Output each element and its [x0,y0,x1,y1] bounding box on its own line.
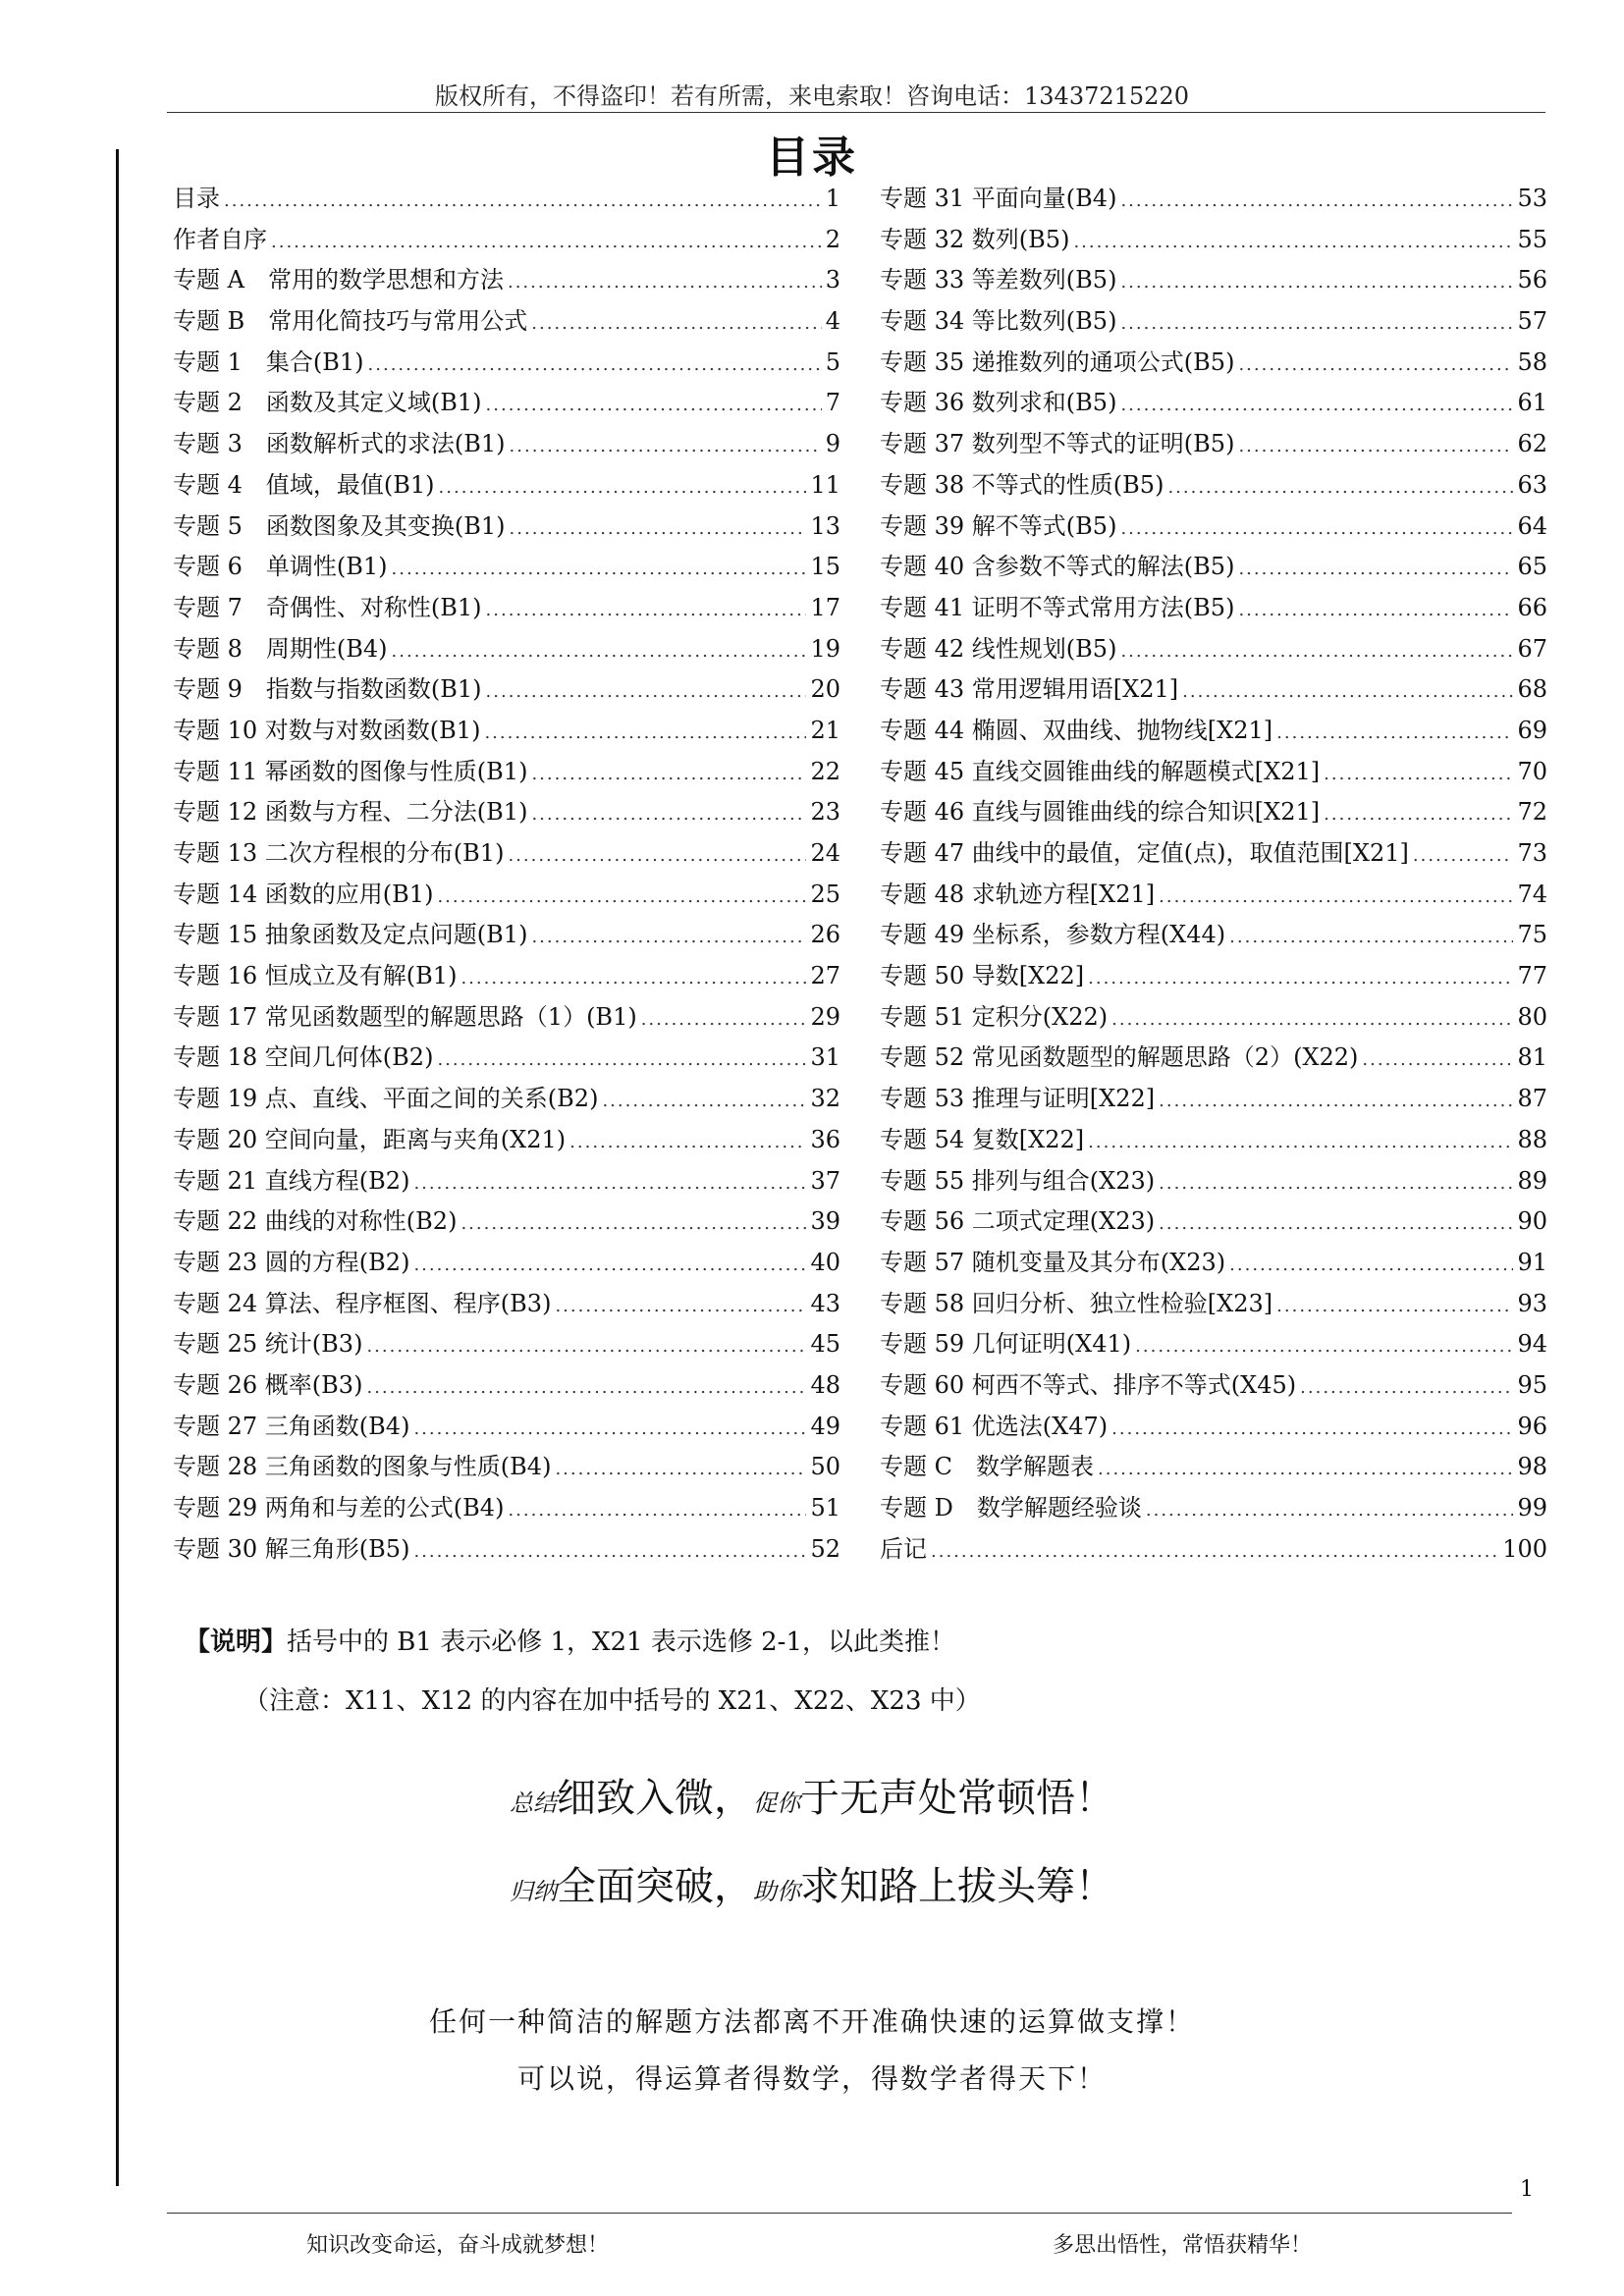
toc-entry-page: 26 [810,921,840,949]
toc-entry-label: 专题 1 集合(B1) [173,347,364,376]
toc-entry-label: 专题 39 解不等式(B5) [880,511,1117,540]
page-title: 目录 [766,133,858,183]
toc-leader-dots [437,1049,806,1070]
toc-entry-page: 1 [825,185,840,212]
toc-entry[interactable] [880,424,1547,465]
toc-entry[interactable] [880,915,1547,956]
toc-leader-dots [1413,845,1514,866]
toc-entry-label: 专题 26 概率(B3) [173,1370,363,1399]
toc-entry-label: 专题 33 等差数列(B5) [880,266,1117,294]
toc-entry-label: 专题 10 对数与对数函数(B1) [173,716,481,744]
toc-entry-page: 5 [825,347,840,376]
toc-leader-dots [931,1541,1498,1562]
toc-entry[interactable] [173,833,840,875]
toc-entry[interactable] [173,629,840,670]
toc-entry-label: 专题 50 导数[X22] [880,962,1085,990]
toc-leader-dots [1120,272,1513,293]
toc-leader-dots [1120,313,1513,334]
toc-leader-dots [510,518,807,539]
toc-entry-page: 48 [810,1370,840,1399]
toc-leader-dots [366,1377,806,1398]
toc-entry-label: 专题 32 数列(B5) [880,225,1070,253]
toc-leader-dots [569,1132,806,1152]
toc-entry-label: 专题 13 二次方程根的分布(B1) [173,839,505,867]
toc-entry[interactable] [880,669,1547,711]
toc-entry-label: 专题 48 求轨迹方程[X21] [880,880,1156,908]
toc-leader-dots [1135,1336,1513,1357]
toc-entry[interactable] [880,1284,1547,1325]
toc-entry-label: 专题 A 常用的数学思想和方法 [173,266,504,294]
toc-leader-dots [1238,559,1513,579]
toc-entry-label: 专题 54 复数[X22] [880,1125,1085,1153]
toc-entry[interactable] [880,383,1547,424]
toc-entry-page: 7 [825,389,840,417]
toc-entry-page: 37 [810,1166,840,1195]
toc-leader-dots [1362,1049,1513,1070]
toc-entry[interactable] [880,343,1547,384]
toc-leader-dots [1111,1009,1513,1030]
toc-entry-page: 87 [1517,1085,1547,1113]
toc-leader-dots [460,968,806,988]
toc-entry[interactable] [173,1079,840,1120]
toc-entry-page: 68 [1517,675,1547,704]
toc-leader-dots [1276,722,1513,743]
toc-entry-label: 专题 31 平面向量(B4) [880,185,1117,212]
toc-entry-page: 3 [825,266,840,294]
toc-leader-dots [1276,1296,1513,1316]
toc-leader-dots [1159,1091,1513,1111]
toc-leader-dots [1238,600,1513,620]
toc-entry[interactable] [880,301,1547,343]
toc-entry-label: 专题 24 算法、程序框图、程序(B3) [173,1289,552,1317]
toc-leader-dots [1167,477,1513,498]
toc-entry-page: 62 [1517,430,1547,458]
toc-entry[interactable] [173,1407,840,1448]
toc-leader-dots [1300,1377,1513,1398]
toc-leader-dots [1159,1213,1513,1234]
toc-leader-dots [1120,395,1513,415]
toc-leader-dots [1088,968,1513,988]
toc-entry[interactable] [880,1038,1547,1079]
toc-leader-dots [1229,927,1513,947]
toc-entry-label: 专题 38 不等式的性质(B5) [880,470,1164,499]
toc-entry[interactable] [173,669,840,711]
header-notice: 版权所有，不得盗印！若有所需，来电索取！咨询电话：13437215220 [435,82,1189,110]
footer-right-slogan: 多思出悟性，常悟获精华！ [1053,2233,1313,2258]
toc-entry-label: 专题 5 函数图象及其变换(B1) [173,511,506,540]
toc-leader-dots [508,272,822,293]
toc-leader-dots [510,436,822,456]
toc-entry-page: 32 [810,1085,840,1113]
toc-entry-label: 专题 14 函数的应用(B1) [173,880,434,908]
toc-entry-page: 40 [810,1248,840,1276]
toc-right-column [880,179,1547,1570]
toc-left-column [173,179,840,1570]
toc-leader-dots [555,1296,806,1316]
toc-entry-page: 50 [810,1453,840,1481]
toc-entry-label: 专题 57 随机变量及其分布(X23) [880,1248,1226,1276]
toc-entry[interactable] [880,1201,1547,1243]
toc-leader-dots [1146,1500,1514,1521]
toc-entry-label: 专题 D 数学解题经验谈 [880,1494,1142,1522]
toc-entry-page: 11 [810,470,840,499]
toc-entry-label: 专题 44 椭圆、双曲线、抛物线[X21] [880,716,1273,744]
toc-entry-page: 100 [1502,1534,1547,1563]
toc-entry-label: 专题 37 数列型不等式的证明(B5) [880,430,1235,458]
toc-leader-dots [531,927,806,947]
toc-entry[interactable] [173,915,840,956]
toc-entry[interactable] [880,1529,1547,1571]
toc-leader-dots [486,600,807,620]
toc-leader-dots [439,477,807,498]
toc-leader-dots [392,559,807,579]
slogan-summary [0,1767,1624,1823]
toc-entry-page: 17 [810,593,840,621]
toc-entry-label: 专题 36 数列求和(B5) [880,389,1117,417]
toc-entry-page: 31 [810,1043,840,1072]
toc-entry-page: 36 [810,1125,840,1153]
toc-entry[interactable] [173,179,840,220]
toc-entry[interactable] [173,752,840,793]
toc-entry[interactable] [173,465,840,507]
toc-entry-label: 专题 17 常见函数题型的解题思路（1）(B1) [173,1002,637,1031]
toc-leader-dots [1182,681,1513,702]
toc-entry[interactable] [880,465,1547,507]
toc-entry-label: 专题 21 直线方程(B2) [173,1166,410,1195]
toc-entry-label: 专题 12 函数与方程、二分法(B1) [173,798,528,827]
toc-leader-dots [641,1009,807,1030]
toc-leader-dots [437,886,806,907]
toc-entry[interactable] [880,260,1547,301]
toc-entry[interactable] [173,1161,840,1202]
toc-entry[interactable] [880,1120,1547,1161]
note-bracket-label: 【说明】 [185,1628,288,1657]
slogan-induction-small-1: 归纳 [510,1878,557,1905]
toc-entry[interactable] [880,956,1547,997]
toc-entry-page: 67 [1517,634,1547,663]
toc-entry-label: 专题 35 递推数列的通项公式(B5) [880,347,1235,376]
toc-entry[interactable] [880,1488,1547,1529]
toc-entry-label: 专题 47 曲线中的最值，定值(点)，取值范围[X21] [880,839,1409,867]
toc-entry[interactable] [173,1120,840,1161]
toc-leader-dots [555,1459,806,1479]
toc-leader-dots [1120,518,1513,539]
toc-entry[interactable] [173,1324,840,1365]
toc-entry[interactable] [173,792,840,833]
toc-leader-dots [508,845,806,866]
toc-leader-dots [224,190,822,211]
toc-entry[interactable] [880,752,1547,793]
toc-entry-page: 75 [1517,921,1547,949]
toc-entry-label: 专题 18 空间几何体(B2) [173,1043,434,1072]
header-rule [167,112,1545,113]
toc-leader-dots [392,641,807,662]
toc-entry-page: 72 [1517,798,1547,827]
toc-entry[interactable] [173,588,840,629]
toc-leader-dots [602,1091,806,1111]
toc-entry-label: 专题 40 含参数不等式的解法(B5) [880,553,1235,581]
toc-entry-label: 专题 3 函数解析式的求法(B1) [173,430,506,458]
toc-entry[interactable] [173,875,840,916]
toc-entry[interactable] [173,956,840,997]
toc-entry-label: 专题 45 直线交圆锥曲线的解题模式[X21] [880,757,1321,785]
slogan-summary-small-2: 促你 [753,1789,800,1817]
toc-entry[interactable] [880,220,1547,261]
motto-line-2: 可以说，得运算者得数学，得数学者得天下！ [516,2062,1107,2095]
toc-entry[interactable] [880,1079,1547,1120]
slogan-induction [0,1855,1624,1911]
toc-entry-page: 45 [810,1330,840,1359]
toc-entry-page: 51 [810,1494,840,1522]
toc-entry-page: 49 [810,1412,840,1440]
note-remark: （注意：X11、X12 的内容在加中括号的 X21、X22、X23 中） [244,1686,981,1716]
toc-entry-page: 23 [810,798,840,827]
toc-leader-dots [413,1418,806,1439]
toc-leader-dots [1088,1132,1513,1152]
toc-entry[interactable] [173,1447,840,1488]
toc-entry-label: 目录 [173,185,220,212]
toc-entry-label: 专题 7 奇偶性、对称性(B1) [173,593,482,621]
toc-entry-label: 专题 59 几何证明(X41) [880,1330,1132,1359]
toc-entry-label: 专题 28 三角函数的图象与性质(B4) [173,1453,552,1481]
toc-entry-page: 29 [810,1002,840,1031]
toc-leader-dots [368,354,822,375]
toc-entry[interactable] [880,1324,1547,1365]
toc-entry-label: 专题 19 点、直线、平面之间的关系(B2) [173,1085,599,1113]
toc-leader-dots [1120,641,1513,662]
toc-entry[interactable] [880,1243,1547,1284]
toc-entry-label: 专题 15 抽象函数及定点问题(B1) [173,921,528,949]
toc-entry-page: 80 [1517,1002,1547,1031]
toc-entry[interactable] [173,301,840,343]
toc-entry-label: 专题 23 圆的方程(B2) [173,1248,410,1276]
toc-entry-label: 专题 20 空间向量，距离与夹角(X21) [173,1125,567,1153]
toc-leader-dots [413,1541,806,1562]
toc-entry-page: 64 [1517,511,1547,540]
toc-entry-page: 20 [810,675,840,704]
footer-rule [167,2213,1512,2214]
toc-entry-page: 58 [1517,347,1547,376]
toc-entry[interactable] [880,179,1547,220]
toc-entry-page: 2 [825,225,840,253]
toc-entry[interactable] [880,833,1547,875]
toc-entry[interactable] [880,547,1547,588]
toc-entry-label: 专题 58 回归分析、独立性检验[X23] [880,1289,1273,1317]
footer-left-slogan: 知识改变命运，奋斗成就梦想！ [306,2233,610,2258]
toc-entry-page: 13 [810,511,840,540]
toc-entry-page: 15 [810,553,840,581]
slogan-induction-big-2: 求知路上拔头筹！ [800,1864,1114,1909]
toc-leader-dots [1098,1459,1513,1479]
toc-entry-label: 专题 29 两角和与差的公式(B4) [173,1494,505,1522]
toc-leader-dots [1324,764,1513,784]
toc-leader-dots [413,1255,806,1275]
toc-entry-label: 专题 16 恒成立及有解(B1) [173,962,458,990]
toc-entry-page: 81 [1517,1043,1547,1072]
toc-entry-page: 66 [1517,593,1547,621]
toc-entry-label: 专题 C 数学解题表 [880,1453,1094,1481]
toc-entry-page: 93 [1517,1289,1547,1317]
toc-entry-label: 专题 61 优选法(X47) [880,1412,1109,1440]
toc-leader-dots [484,722,806,743]
toc-leader-dots [1120,190,1513,211]
toc-entry-page: 95 [1517,1370,1547,1399]
toc-entry[interactable] [173,711,840,752]
toc-entry-page: 22 [810,757,840,785]
toc-entry-page: 19 [810,634,840,663]
toc-entry[interactable] [173,220,840,261]
motto-line-1: 任何一种简洁的解题方法都离不开准确快速的运算做支撑！ [428,2005,1195,2038]
toc-entry-label: 专题 51 定积分(X22) [880,1002,1109,1031]
toc-leader-dots [531,313,821,334]
toc-entry-label: 专题 8 周期性(B4) [173,634,388,663]
toc-entry[interactable] [173,343,840,384]
slogan-summary-small-1: 总结 [510,1789,557,1817]
toc-leader-dots [1238,436,1513,456]
toc-entry-page: 61 [1517,389,1547,417]
toc-entry-label: 后记 [880,1534,927,1563]
toc-entry-page: 94 [1517,1330,1547,1359]
toc-entry-page: 99 [1517,1494,1547,1522]
toc-leader-dots [1159,886,1513,907]
toc-entry[interactable] [173,547,840,588]
toc-entry-label: 专题 6 单调性(B1) [173,553,388,581]
toc-entry-label: 专题 30 解三角形(B5) [173,1534,410,1563]
toc-entry-page: 27 [810,962,840,990]
slogan-summary-big-2: 于无声处常顿悟！ [800,1776,1114,1821]
toc-entry-label: 专题 49 坐标系，参数方程(X44) [880,921,1226,949]
toc-leader-dots [413,1173,806,1194]
toc-entry-label: 专题 34 等比数列(B5) [880,307,1117,336]
toc-entry[interactable] [880,997,1547,1039]
toc-leader-dots [1324,804,1513,825]
toc-entry[interactable] [173,997,840,1039]
toc-leader-dots [1229,1255,1513,1275]
toc-leader-dots [508,1500,806,1521]
toc-leader-dots [1111,1418,1513,1439]
toc-entry[interactable] [173,424,840,465]
toc-entry[interactable] [173,1488,840,1529]
page-number: 1 [1520,2177,1534,2202]
toc-entry-page: 70 [1517,757,1547,785]
toc-entry-label: 专题 42 线性规划(B5) [880,634,1117,663]
toc-leader-dots [486,395,822,415]
toc-entry-page: 89 [1517,1166,1547,1195]
toc-entry[interactable] [880,588,1547,629]
toc-entry-label: 作者自序 [173,225,267,253]
toc-entry-page: 65 [1517,553,1547,581]
toc-entry[interactable] [880,629,1547,670]
toc-entry-label: 专题 4 值域，最值(B1) [173,470,435,499]
toc-entry[interactable] [173,383,840,424]
toc-entry-page: 98 [1517,1453,1547,1481]
toc-entry-label: 专题 53 推理与证明[X22] [880,1085,1156,1113]
toc-entry[interactable] [173,260,840,301]
toc-entry-page: 74 [1517,880,1547,908]
toc-entry[interactable] [173,1038,840,1079]
toc-leader-dots [460,1213,806,1234]
toc-entry[interactable] [880,875,1547,916]
toc-entry[interactable] [173,507,840,548]
slogan-induction-small-2: 助你 [753,1878,800,1905]
toc-entry-page: 91 [1517,1248,1547,1276]
toc-entry[interactable] [173,1529,840,1571]
toc-leader-dots [531,804,806,825]
note-explanation [185,1622,955,1658]
toc-entry-page: 96 [1517,1412,1547,1440]
toc-entry[interactable] [173,1284,840,1325]
toc-entry-page: 90 [1517,1207,1547,1236]
toc-entry-page: 53 [1517,185,1547,212]
toc-entry-page: 63 [1517,470,1547,499]
toc-entry-label: 专题 56 二项式定理(X23) [880,1207,1156,1236]
toc-entry-label: 专题 11 幂函数的图像与性质(B1) [173,757,528,785]
toc-entry-label: 专题 55 排列与组合(X23) [880,1166,1156,1195]
toc-entry-label: 专题 27 三角函数(B4) [173,1412,410,1440]
toc-entry[interactable] [173,1201,840,1243]
toc-entry-label: 专题 B 常用化简技巧与常用公式 [173,307,528,336]
toc-entry[interactable] [880,1447,1547,1488]
toc-entry[interactable] [880,1407,1547,1448]
toc-leader-dots [366,1336,806,1357]
toc-entry[interactable] [880,507,1547,548]
toc-entry-page: 25 [810,880,840,908]
toc-leader-dots [486,681,807,702]
toc-entry-label: 专题 22 曲线的对称性(B2) [173,1207,458,1236]
toc-entry-page: 9 [825,430,840,458]
toc-entry[interactable] [173,1243,840,1284]
toc-leader-dots [1073,232,1513,252]
toc-entry-label: 专题 43 常用逻辑用语[X21] [880,675,1179,704]
toc-entry-label: 专题 60 柯西不等式、排序不等式(X45) [880,1370,1297,1399]
toc-entry-label: 专题 9 指数与指数函数(B1) [173,675,482,704]
toc-entry-label: 专题 25 统计(B3) [173,1330,363,1359]
toc-entry-label: 专题 41 证明不等式常用方法(B5) [880,593,1235,621]
slogan-summary-big-1: 细致入微， [557,1776,753,1821]
toc-entry-page: 39 [810,1207,840,1236]
toc-entry[interactable] [880,1161,1547,1202]
toc-entry-page: 69 [1517,716,1547,744]
toc-entry-page: 24 [810,839,840,867]
toc-entry-page: 77 [1517,962,1547,990]
toc-entry-label: 专题 46 直线与圆锥曲线的综合知识[X21] [880,798,1321,827]
toc-entry[interactable] [880,1365,1547,1407]
toc-entry-page: 52 [810,1534,840,1563]
toc-entry-page: 88 [1517,1125,1547,1153]
slogan-induction-big-1: 全面突破， [557,1864,753,1909]
note-explanation-text: 括号中的 B1 表示必修 1，X21 表示选修 2-1，以此类推！ [287,1628,955,1657]
toc-entry-page: 43 [810,1289,840,1317]
toc-entry[interactable] [880,792,1547,833]
toc-entry-page: 56 [1517,266,1547,294]
toc-leader-dots [531,764,806,784]
toc-entry[interactable] [173,1365,840,1407]
toc-entry[interactable] [880,711,1547,752]
toc-entry-label: 专题 2 函数及其定义域(B1) [173,389,482,417]
toc-leader-dots [1159,1173,1513,1194]
toc-entry-page: 55 [1517,225,1547,253]
toc-entry-page: 21 [810,716,840,744]
toc-leader-dots [1238,354,1513,375]
toc-leader-dots [271,232,822,252]
toc-entry-label: 专题 52 常见函数题型的解题思路（2）(X22) [880,1043,1359,1072]
toc-entry-page: 4 [825,307,840,336]
toc-entry-page: 57 [1517,307,1547,336]
toc-entry-page: 73 [1517,839,1547,867]
